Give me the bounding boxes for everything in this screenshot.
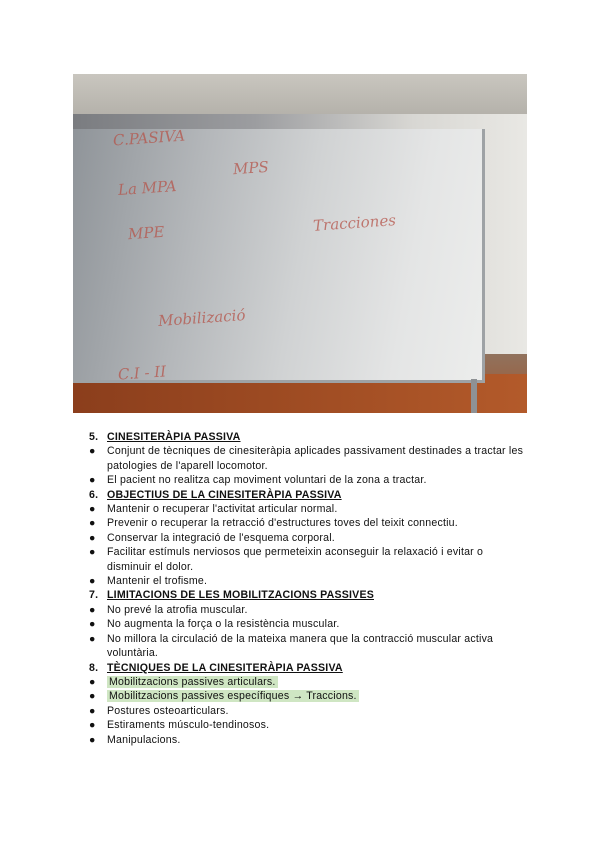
list-item-continuation	[89, 560, 529, 574]
section-number: 7.	[89, 589, 99, 602]
list-item-text: No prevé la atrofia muscular.	[107, 603, 248, 616]
list-item-text: voluntària.	[107, 647, 159, 660]
list-item-text: Mantenir o recuperar l'activitat articular normal.	[107, 503, 338, 516]
section-title: TÈCNIQUES DE LA CINESITERÀPIA PASSIVA	[107, 661, 343, 674]
list-item-text: Estiraments músculo-tendinosos.	[107, 719, 270, 732]
list-item-text: Mobilitzacions passives específiques → Traccions.	[109, 690, 357, 703]
bullet-icon: ●	[89, 517, 96, 530]
bullet-icon: ●	[89, 531, 96, 544]
list-item	[89, 617, 529, 631]
list-item	[89, 473, 529, 487]
whiteboard-text: Tracciones	[312, 211, 397, 235]
bullet-icon: ●	[89, 445, 96, 458]
section-title: CINESITERÀPIA PASSIVA	[107, 431, 241, 443]
whiteboard-text: C.PASIVA	[112, 126, 186, 150]
whiteboard-stand	[471, 379, 477, 413]
section-heading	[89, 588, 529, 602]
section-title: OBJECTIUS DE LA CINESITERÀPIA PASSIVA	[107, 488, 342, 501]
list-item-text: disminuir el dolor.	[107, 560, 194, 573]
list-item	[89, 444, 529, 458]
list-item	[89, 718, 529, 732]
list-item	[89, 516, 529, 530]
list-item	[89, 603, 529, 617]
whiteboard-text: C.I - II	[117, 362, 167, 384]
bullet-icon: ●	[89, 690, 96, 703]
list-item	[89, 502, 529, 516]
list-item-text: Facilitar estímuls nerviosos que permeteixin aconseguir la relaxació i evitar o	[107, 546, 484, 559]
list-item-text: Prevenir o recuperar la retracció d'estructures toves del teixit connectiu.	[107, 517, 458, 530]
bullet-icon: ●	[89, 719, 96, 732]
list-item-text: Conservar la integració de l'esquema corporal.	[107, 531, 335, 544]
bullet-icon: ●	[89, 503, 96, 516]
section-heading	[89, 661, 529, 675]
list-item	[89, 733, 529, 747]
bullet-icon: ●	[89, 474, 96, 487]
list-item-continuation	[89, 646, 529, 660]
whiteboard-text: MPE	[127, 222, 165, 244]
bullet-icon: ●	[89, 603, 96, 616]
section-number: 6.	[89, 488, 99, 501]
list-item-text: Postures osteoarticulars.	[107, 704, 229, 717]
section-title: LIMITACIONS DE LES MOBILITZACIONS PASSIVES	[107, 589, 374, 602]
bullet-icon: ●	[89, 704, 96, 717]
list-item-text: Mobilitzacions passives articulars.	[109, 675, 276, 688]
list-item	[89, 704, 529, 718]
list-item	[89, 632, 529, 646]
section-number: 8.	[89, 661, 99, 674]
whiteboard-text: Mobilizació	[157, 305, 246, 331]
list-item-text: Mantenir el trofisme.	[107, 575, 208, 588]
list-item-text: No millora la circulació de la mateixa manera que la contracció muscular activa	[107, 632, 494, 645]
section-heading	[89, 430, 529, 444]
list-item-text: No augmenta la força o la resistència muscular.	[107, 618, 340, 631]
whiteboard-text: La MPA	[117, 176, 178, 200]
section-heading	[89, 488, 529, 502]
list-item-continuation	[89, 459, 529, 473]
section-number: 5.	[89, 431, 99, 443]
bullet-icon: ●	[89, 733, 96, 746]
bullet-icon: ●	[89, 618, 96, 631]
whiteboard	[73, 126, 485, 383]
bullet-icon: ●	[89, 546, 96, 559]
list-item-text: Manipulacions.	[107, 733, 181, 746]
list-item	[89, 689, 529, 703]
bullet-icon: ●	[89, 632, 96, 645]
list-item	[89, 675, 529, 689]
document-body	[89, 430, 529, 747]
list-item-text: Conjunt de tècniques de cinesiteràpia aplicades passivament destinades a tractar les	[107, 445, 524, 458]
list-item	[89, 545, 529, 559]
bullet-icon: ●	[89, 575, 96, 588]
whiteboard-photo	[73, 74, 527, 413]
list-item-text: El pacient no realitza cap moviment voluntari de la zona a tractar.	[107, 474, 427, 487]
list-item	[89, 531, 529, 545]
bullet-icon: ●	[89, 675, 96, 688]
whiteboard-text: MPS	[232, 157, 270, 179]
list-item-text: patologies de l'aparell locomotor.	[107, 459, 268, 472]
ceiling	[73, 74, 527, 114]
list-item	[89, 574, 529, 588]
